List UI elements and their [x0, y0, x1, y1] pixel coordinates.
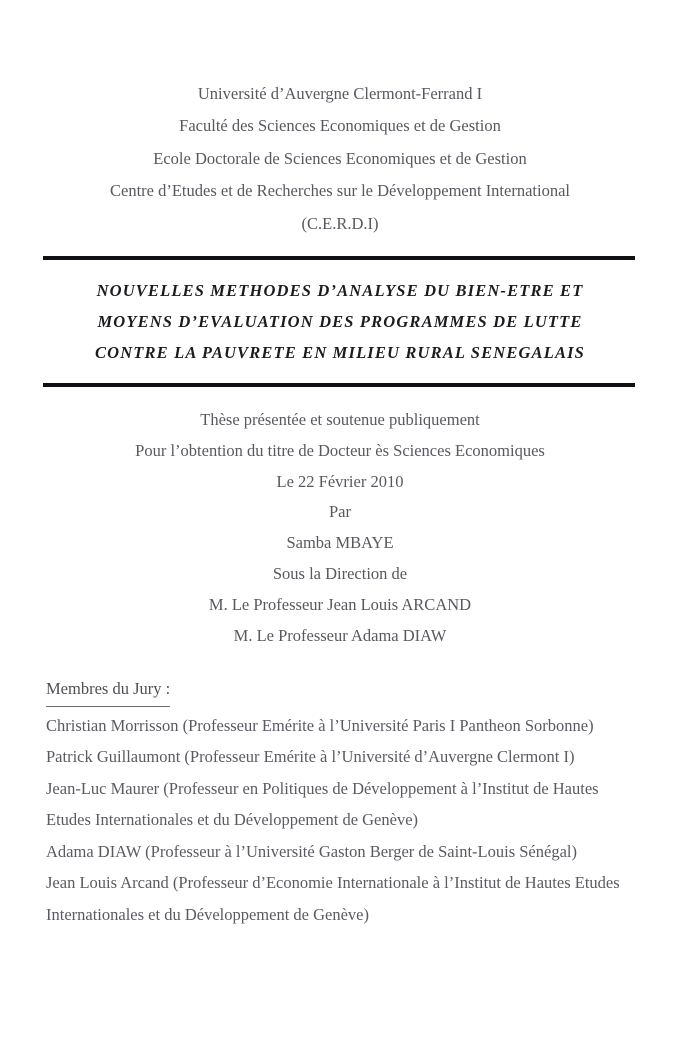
institution-line-faculty: Faculté des Sciences Economiques et de Gestion [179, 116, 501, 136]
institution-line-doctoral-school: Ecole Doctorale de Sciences Economiques et de Gestion [153, 148, 527, 168]
info-line-author-name: Samba MBAYE [286, 533, 394, 553]
info-line-presentation: Thèse présentée et soutenue publiquement [200, 410, 480, 429]
jury-heading-wrapper [46, 673, 642, 710]
jury-section [46, 673, 642, 930]
jury-heading: Membres du Jury : [46, 673, 170, 707]
institution-line-university: Université d’Auvergne Clermont-Ferrand I [197, 84, 483, 103]
divider-rule-bottom [43, 383, 635, 387]
thesis-title-line-1: NOUVELLES METHODES D’ANALYSE DU BIEN-ETRE ET [96, 281, 584, 300]
jury-member: Christian Morrisson (Professeur Emérite à l’Université Paris I Pantheon Sorbonne) [46, 715, 594, 735]
info-line-supervisor-2: M. Le Professeur Adama DIAW [233, 625, 447, 645]
thesis-title-line-2: MOYENS D’EVALUATION DES PROGRAMMES DE LUTTE [97, 312, 583, 331]
info-line-defense-date: Le 22 Février 2010 [276, 471, 404, 491]
jury-member: Patrick Guillaumont (Professeur Emérite à l’Université d’Auvergne Clermont I) [46, 747, 575, 766]
jury-member: Jean-Luc Maurer (Professeur en Politiques de Développement à l’Institut de Hautes Etudes Internationales et du Développement de Genève) [46, 778, 599, 829]
thesis-title [45, 275, 635, 368]
jury-member: Adama DIAW (Professeur à l’Université Gaston Berger de Saint-Louis Sénégal) [46, 841, 577, 861]
info-line-supervisor-1: M. Le Professeur Jean Louis ARCAND [208, 594, 472, 614]
institution-header [45, 78, 635, 240]
info-line-supervision-label: Sous la Direction de [272, 563, 408, 583]
thesis-title-line-3: CONTRE LA PAUVRETE EN MILIEU RURAL SENEGALAIS [94, 343, 585, 362]
institution-line-acronym: (C.E.R.D.I) [301, 213, 379, 233]
institution-line-research-center: Centre d’Etudes et de Recherches sur le Développement International [110, 181, 570, 201]
info-line-degree: Pour l’obtention du titre de Docteur ès Sciences Economiques [135, 440, 545, 460]
divider-rule-top [43, 256, 635, 260]
thesis-info [45, 405, 635, 651]
jury-member: Jean Louis Arcand (Professeur d’Economie Internationale à l’Institut de Hautes Etudes Internationales et du Développement de Genève) [46, 873, 620, 924]
info-line-by-label: Par [329, 502, 351, 522]
